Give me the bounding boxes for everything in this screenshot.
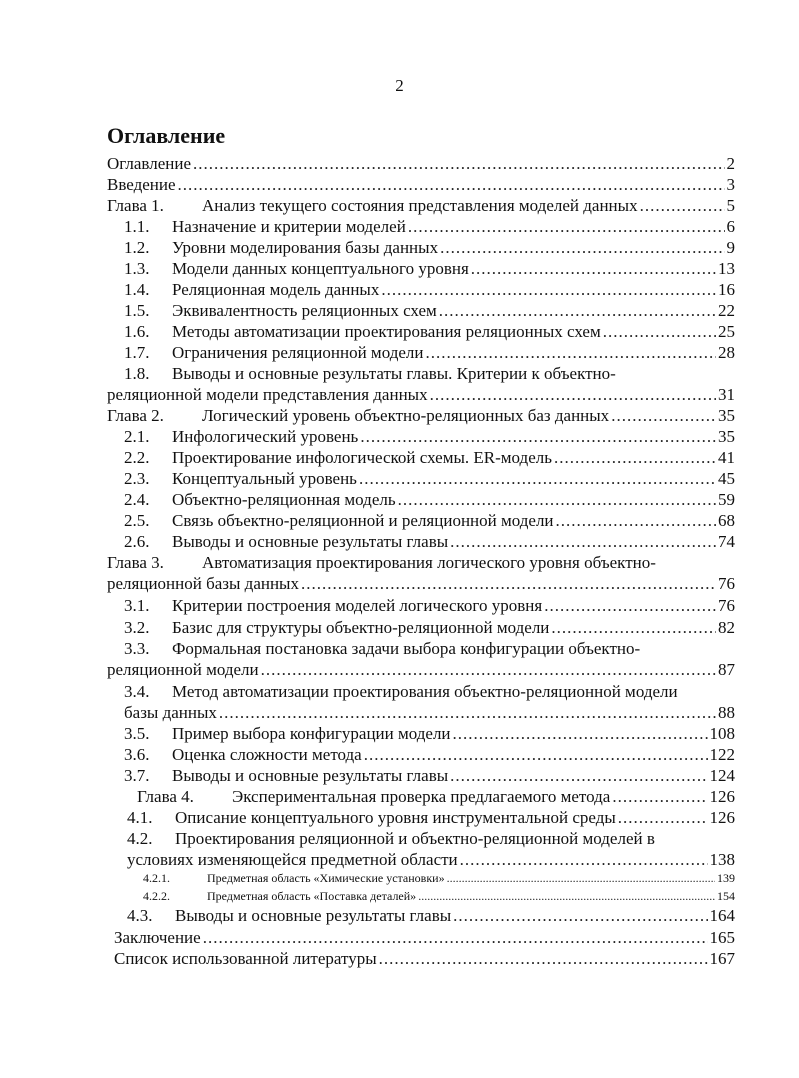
toc-entry-page: 87 xyxy=(718,660,735,679)
dot-leader xyxy=(447,869,715,887)
toc-entry-page: 88 xyxy=(718,703,735,722)
toc-entry-page: 154 xyxy=(717,889,735,903)
dot-leader xyxy=(398,489,716,511)
toc-entry[interactable] xyxy=(124,765,735,787)
toc-chapter[interactable] xyxy=(137,786,735,808)
dot-leader xyxy=(611,405,716,427)
toc-entry-page: 76 xyxy=(718,574,735,593)
toc-entry-number: Глава 2. xyxy=(107,406,164,425)
dot-leader xyxy=(460,849,708,871)
toc-entry-continuation[interactable] xyxy=(107,573,735,595)
toc-entry-number: 3.3. xyxy=(124,639,150,658)
dot-leader xyxy=(440,237,724,259)
toc-entry-title: Список использованной литературы xyxy=(114,949,377,968)
toc-entry-title: Оценка сложности метода xyxy=(172,745,362,764)
toc-subentry[interactable] xyxy=(143,869,735,887)
toc-entry[interactable] xyxy=(124,617,735,639)
toc-entry-number: Глава 1. xyxy=(107,196,164,215)
toc-entry-page: 22 xyxy=(718,301,735,320)
toc-entry-title: Проектирования реляционной и объектно-реляционной моделей в xyxy=(175,829,655,848)
toc-chapter-first-line[interactable] xyxy=(107,552,735,574)
dot-leader xyxy=(640,195,725,217)
toc-entry-number: 1.5. xyxy=(124,301,150,320)
toc-entry-first-line[interactable] xyxy=(124,681,735,703)
toc-entry[interactable] xyxy=(114,948,735,970)
toc-entry-page: 45 xyxy=(718,469,735,488)
toc-entry-number: 3.7. xyxy=(124,766,150,785)
toc-entry-page: 59 xyxy=(718,490,735,509)
toc-entry-page: 16 xyxy=(718,280,735,299)
toc-entry-title-cont: реляционной модели xyxy=(107,660,259,679)
toc-entry[interactable] xyxy=(124,510,735,532)
toc-entry-page: 76 xyxy=(718,596,735,615)
toc-entry-first-line[interactable] xyxy=(127,828,735,850)
dot-leader xyxy=(360,426,716,448)
toc-entry-number: 4.2.1. xyxy=(143,871,170,885)
toc-entry-page: 35 xyxy=(718,406,735,425)
toc-entry[interactable] xyxy=(124,279,735,301)
toc-entry-title: Предметная область «Поставка деталей» xyxy=(207,889,417,903)
dot-leader xyxy=(544,595,716,617)
toc-entry-title: Модели данных концептуального уровня xyxy=(172,259,469,278)
toc-entry[interactable] xyxy=(127,905,735,927)
toc-entry-title: Описание концептуального уровня инструментальной среды xyxy=(175,808,616,827)
toc-entry-page: 9 xyxy=(726,238,735,257)
toc-chapter[interactable] xyxy=(107,405,735,427)
toc-entry-number: 1.3. xyxy=(124,259,150,278)
toc-entry-number: 4.2.2. xyxy=(143,889,170,903)
toc-entry[interactable] xyxy=(124,723,735,745)
toc-entry-title: Введение xyxy=(107,175,176,194)
toc-entry-number: 1.6. xyxy=(124,322,150,341)
toc-entry-number: 2.4. xyxy=(124,490,150,509)
toc-entry-number: Глава 4. xyxy=(137,787,194,806)
toc-entry-page: 138 xyxy=(709,850,735,869)
toc-entry-number: 2.2. xyxy=(124,448,150,467)
toc-entry-continuation[interactable] xyxy=(107,659,735,681)
dot-leader xyxy=(450,765,707,787)
toc-entry-page: 31 xyxy=(718,385,735,404)
toc-entry-page: 126 xyxy=(709,808,735,827)
toc-entry[interactable] xyxy=(124,342,735,364)
toc-entry-number: 2.1. xyxy=(124,427,150,446)
toc-entry-page: 165 xyxy=(709,928,735,947)
toc-chapter[interactable] xyxy=(107,195,735,217)
toc-entry-title: Анализ текущего состояния представления моделей данных xyxy=(202,196,638,215)
toc-heading: Оглавление xyxy=(107,123,226,148)
toc-entry-number: 1.2. xyxy=(124,238,150,257)
toc-entry-title-cont: условиях изменяющейся предметной области xyxy=(127,850,458,869)
toc-entry-number: 4.3. xyxy=(127,906,153,925)
toc-entry[interactable] xyxy=(124,321,735,343)
dot-leader xyxy=(453,905,707,927)
toc-entry-page: 13 xyxy=(718,259,735,278)
toc-entry-title-cont: базы данных xyxy=(124,703,217,722)
toc-entry-number: 1.4. xyxy=(124,280,150,299)
dot-leader xyxy=(364,744,708,766)
toc-entry-title: Выводы и основные результаты главы xyxy=(172,766,449,785)
toc-entry[interactable] xyxy=(124,258,735,280)
dot-leader xyxy=(554,447,716,469)
toc-entry-number: 3.5. xyxy=(124,724,150,743)
toc-entry-number: 1.7. xyxy=(124,343,150,362)
dot-leader xyxy=(430,384,716,406)
toc-entry-continuation[interactable] xyxy=(127,849,735,871)
toc-entry[interactable] xyxy=(127,807,735,829)
toc-entry-page: 35 xyxy=(718,427,735,446)
toc-entry-number: 4.2. xyxy=(127,829,153,848)
dot-leader xyxy=(471,258,716,280)
dot-leader xyxy=(178,174,725,196)
toc-entry-title: Назначение и критерии моделей xyxy=(172,217,406,236)
toc-entry-number: 3.6. xyxy=(124,745,150,764)
toc-entry-page: 6 xyxy=(726,217,735,236)
toc-entry-title: Пример выбора конфигурации модели xyxy=(172,724,451,743)
toc-entry[interactable] xyxy=(124,531,735,553)
dot-leader xyxy=(556,510,716,532)
toc-entry[interactable] xyxy=(107,174,735,196)
toc-entry-title: Уровни моделирования базы данных xyxy=(172,238,439,257)
toc-entry-page: 41 xyxy=(718,448,735,467)
toc-entry-title-cont: реляционной модели представления данных xyxy=(107,385,428,404)
toc-entry[interactable] xyxy=(124,426,735,448)
dot-leader xyxy=(618,807,708,829)
toc-subentry[interactable] xyxy=(143,887,735,905)
toc-entry-page: 25 xyxy=(718,322,735,341)
toc-entry-title: Объектно-реляционная модель xyxy=(172,490,396,509)
toc-entry-title: Логический уровень объектно-реляционных баз данных xyxy=(202,406,610,425)
toc-entry-page: 82 xyxy=(718,618,735,637)
toc-entry-title: Выводы и основные результаты главы xyxy=(175,906,452,925)
dot-leader xyxy=(219,702,716,724)
dot-leader xyxy=(603,321,716,343)
dot-leader xyxy=(439,300,716,322)
toc-entry-number: 2.6. xyxy=(124,532,150,551)
toc-entry-first-line[interactable] xyxy=(124,363,735,385)
toc-entry-number: 2.3. xyxy=(124,469,150,488)
toc-entry[interactable] xyxy=(124,237,735,259)
toc-entry-title: Ограничения реляционной модели xyxy=(172,343,424,362)
dot-leader xyxy=(418,887,715,905)
toc-entry-title: Методы автоматизации проектирования реляционных схем xyxy=(172,322,601,341)
toc-entry-number: 1.8. xyxy=(124,364,150,383)
toc-entry[interactable] xyxy=(124,595,735,617)
toc-entry[interactable] xyxy=(124,468,735,490)
toc-entry-number: 1.1. xyxy=(124,217,150,236)
dot-leader xyxy=(453,723,708,745)
toc-entry-page: 164 xyxy=(709,906,735,925)
toc-entry-number: 2.5. xyxy=(124,511,150,530)
toc-entry-title: Эквивалентность реляционных схем xyxy=(172,301,437,320)
dot-leader xyxy=(450,531,716,553)
toc-entry[interactable] xyxy=(124,489,735,511)
dot-leader xyxy=(359,468,716,490)
toc-entry-title: Автоматизация проектирования логического уровня объектно- xyxy=(202,553,656,572)
toc-entry-page: 2 xyxy=(726,154,735,173)
toc-entry-page: 126 xyxy=(709,787,735,806)
dot-leader xyxy=(193,153,725,175)
toc-entry-title: Метод автоматизации проектирования объектно-реляционной модели xyxy=(172,682,678,701)
dot-leader xyxy=(261,659,716,681)
toc-entry-page: 108 xyxy=(709,724,735,743)
dot-leader xyxy=(425,342,716,364)
toc-entry-first-line[interactable] xyxy=(124,638,735,660)
dot-leader xyxy=(379,948,708,970)
dot-leader xyxy=(301,573,716,595)
toc-entry-continuation[interactable] xyxy=(107,384,735,406)
toc-entry-title: Выводы и основные результаты главы. Критерии к объектно- xyxy=(172,364,616,383)
toc-entry[interactable] xyxy=(124,744,735,766)
toc-entry-title-cont: реляционной базы данных xyxy=(107,574,299,593)
toc-entry[interactable] xyxy=(124,216,735,238)
toc-entry-number: Глава 3. xyxy=(107,553,164,572)
toc-entry-title: Оглавление xyxy=(107,154,191,173)
toc-entry-number: 3.1. xyxy=(124,596,150,615)
toc-entry-title: Экспериментальная проверка предлагаемого метода xyxy=(232,787,611,806)
toc-entry-number: 3.4. xyxy=(124,682,150,701)
dot-leader xyxy=(612,786,707,808)
toc-entry-title: Инфологический уровень xyxy=(172,427,359,446)
page-number: 2 xyxy=(395,76,404,95)
toc-entry-continuation[interactable] xyxy=(124,702,735,724)
toc-entry-page: 74 xyxy=(718,532,735,551)
toc-entry[interactable] xyxy=(124,300,735,322)
dot-leader xyxy=(408,216,725,238)
toc-entry-title: Заключение xyxy=(114,928,201,947)
toc-entry-page: 28 xyxy=(718,343,735,362)
toc-entry-title: Критерии построения моделей логического уровня xyxy=(172,596,543,615)
dot-leader xyxy=(381,279,716,301)
toc-entry[interactable] xyxy=(107,153,735,175)
toc-entry-title: Концептуальный уровень xyxy=(172,469,357,488)
toc-entry-page: 3 xyxy=(726,175,735,194)
toc-entry-number: 4.1. xyxy=(127,808,153,827)
toc-entry-title: Базис для структуры объектно-реляционной модели xyxy=(172,618,550,637)
toc-entry-title: Предметная область «Химические установки» xyxy=(207,871,445,885)
toc-entry-number: 3.2. xyxy=(124,618,150,637)
toc-entry[interactable] xyxy=(114,927,735,949)
toc-entry-title: Связь объектно-реляционной и реляционной модели xyxy=(172,511,554,530)
dot-leader xyxy=(203,927,708,949)
toc-entry-page: 167 xyxy=(709,949,735,968)
toc-entry-page: 139 xyxy=(717,871,735,885)
toc-entry-title: Выводы и основные результаты главы xyxy=(172,532,449,551)
dot-leader xyxy=(551,617,716,639)
toc-entry-page: 68 xyxy=(718,511,735,530)
toc-entry[interactable] xyxy=(124,447,735,469)
toc-entry-title: Реляционная модель данных xyxy=(172,280,380,299)
toc-entry-page: 124 xyxy=(709,766,735,785)
toc-entry-page: 122 xyxy=(709,745,735,764)
toc-entry-title: Проектирование инфологической схемы. ER-модель xyxy=(172,448,552,467)
toc-entry-page: 5 xyxy=(726,196,735,215)
toc-entry-title: Формальная постановка задачи выбора конфигурации объектно- xyxy=(172,639,641,658)
